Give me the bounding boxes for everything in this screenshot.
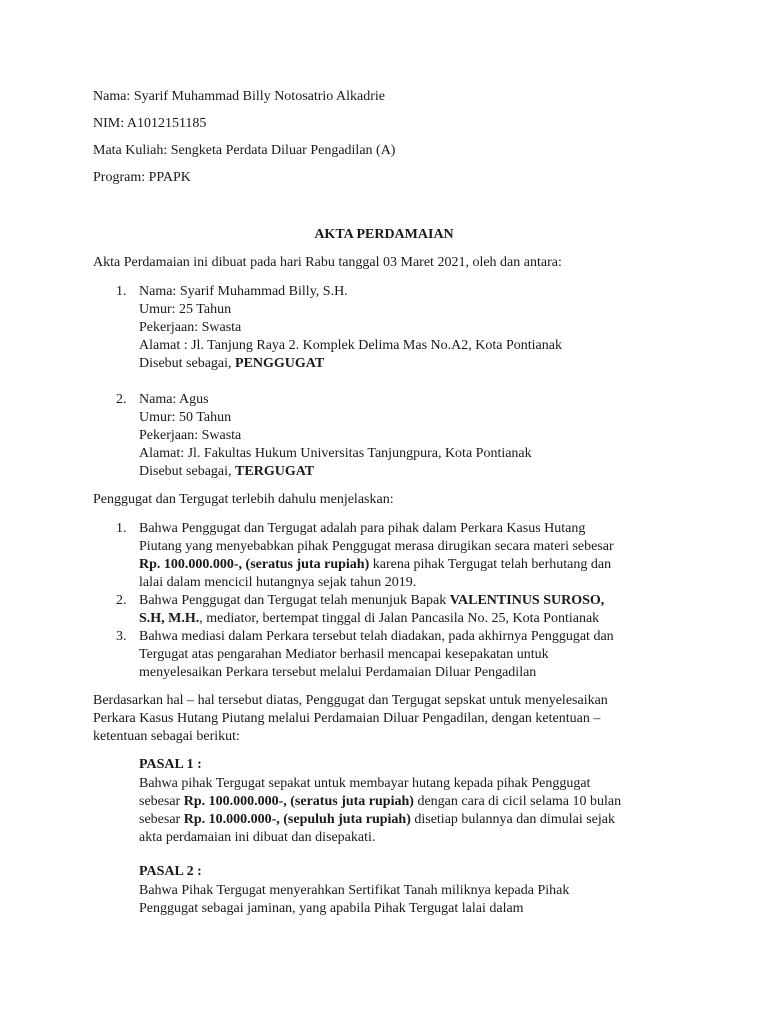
party-age: Umur: 25 Tahun [139,302,232,317]
article-text: disetiap bulannya dan dimulai sejak [410,812,615,827]
amount-text: Rp. 100.000.000-, (seratus juta rupiah) [139,557,370,572]
point-line: menyelesaikan Perkara tersebut melalui Perdamaian Diluar Pengadilan [139,665,537,680]
mediator-title: S.H, M.H. [139,611,200,626]
explanation-intro: Penggugat dan Tergugat terlebih dahulu menjelaskan: [93,492,394,507]
amount-text: Rp. 100.000.000-, (seratus juta rupiah) [183,794,414,809]
list-number: 1. [116,284,127,299]
article-line: akta perdamaian ini dibuat dan disepakati. [139,830,376,845]
article-text: sebesar [139,812,184,827]
list-number: 3. [116,629,127,644]
party-occupation: Pekerjaan: Swasta [139,320,242,335]
list-number: 2. [116,392,127,407]
student-name: Nama: Syarif Muhammad Billy Notosatrio Alkadrie [93,89,386,104]
party-address: Alamat: Jl. Fakultas Hukum Universitas Tanjungpura, Kota Pontianak [139,446,532,461]
article-text: dengan cara di cicil selama 10 bulan [413,794,622,809]
point-line [139,610,599,628]
party-role-prefix: Disebut sebagai, [139,356,236,371]
party-name: Nama: Agus [139,392,209,407]
list-number: 2. [116,593,127,608]
point-text: , mediator, bertempat tinggal di Jalan Pancasila No. 25, Kota Pontianak [199,611,600,626]
point-line: Piutang yang menyebabkan pihak Penggugat merasa dirugikan secara materi sebesar [139,539,614,554]
party-role-label: PENGGUGAT [235,356,325,371]
mediator-name: VALENTINUS SUROSO, [449,593,605,608]
amount-text: Rp. 10.000.000-, (sepuluh juta rupiah) [183,812,411,827]
article-line: Penggugat sebagai jaminan, yang apabila Pihak Tergugat lalai dalam [139,901,524,916]
article-heading: PASAL 2 : [139,864,202,879]
closing-line: ketentuan sebagai berikut: [93,729,240,744]
point-text: Bahwa Penggugat dan Tergugat telah menunjuk Bapak [139,593,450,608]
party-role [139,355,324,373]
point-text: karena pihak Tergugat telah berhutang dan [369,557,612,572]
article-line [139,811,615,829]
party-address: Alamat : Jl. Tanjung Raya 2. Komplek Delima Mas No.A2, Kota Pontianak [139,338,562,353]
document-title: AKTA PERDAMAIAN [314,227,454,242]
article-line [139,793,621,811]
point-line: Bahwa mediasi dalam Perkara tersebut telah diadakan, pada akhirnya Penggugat dan [139,629,614,644]
point-line [139,556,611,574]
course-name: Mata Kuliah: Sengketa Perdata Diluar Pengadilan (A) [93,143,396,158]
closing-line: Perkara Kasus Hutang Piutang melalui Perdamaian Diluar Pengadilan, dengan ketentuan – [93,711,601,726]
point-line: lalai dalam mencicil hutangnya sejak tahun 2019. [139,575,417,590]
article-heading: PASAL 1 : [139,757,202,772]
point-line: Tergugat atas pengarahan Mediator berhasil mencapai kesepakatan untuk [139,647,549,662]
intro-paragraph: Akta Perdamaian ini dibuat pada hari Rabu tanggal 03 Maret 2021, oleh dan antara: [93,255,562,270]
closing-line: Berdasarkan hal – hal tersebut diatas, Penggugat dan Tergugat sepskat untuk menyelesaikan [93,693,608,708]
party-role-prefix: Disebut sebagai, [139,464,236,479]
party-role [139,463,314,481]
point-line: Bahwa Penggugat dan Tergugat adalah para pihak dalam Perkara Kasus Hutang [139,521,586,536]
party-name: Nama: Syarif Muhammad Billy, S.H. [139,284,348,299]
party-age: Umur: 50 Tahun [139,410,232,425]
article-text: sebesar [139,794,184,809]
list-number: 1. [116,521,127,536]
article-line: Bahwa Pihak Tergugat menyerahkan Sertifikat Tanah miliknya kepada Pihak [139,883,570,898]
party-role-label: TERGUGAT [235,464,315,479]
student-nim: NIM: A1012151185 [93,116,207,131]
article-line: Bahwa pihak Tergugat sepakat untuk membayar hutang kepada pihak Penggugat [139,776,591,791]
party-occupation: Pekerjaan: Swasta [139,428,242,443]
program-name: Program: PPAPK [93,170,191,185]
point-line [139,592,604,610]
